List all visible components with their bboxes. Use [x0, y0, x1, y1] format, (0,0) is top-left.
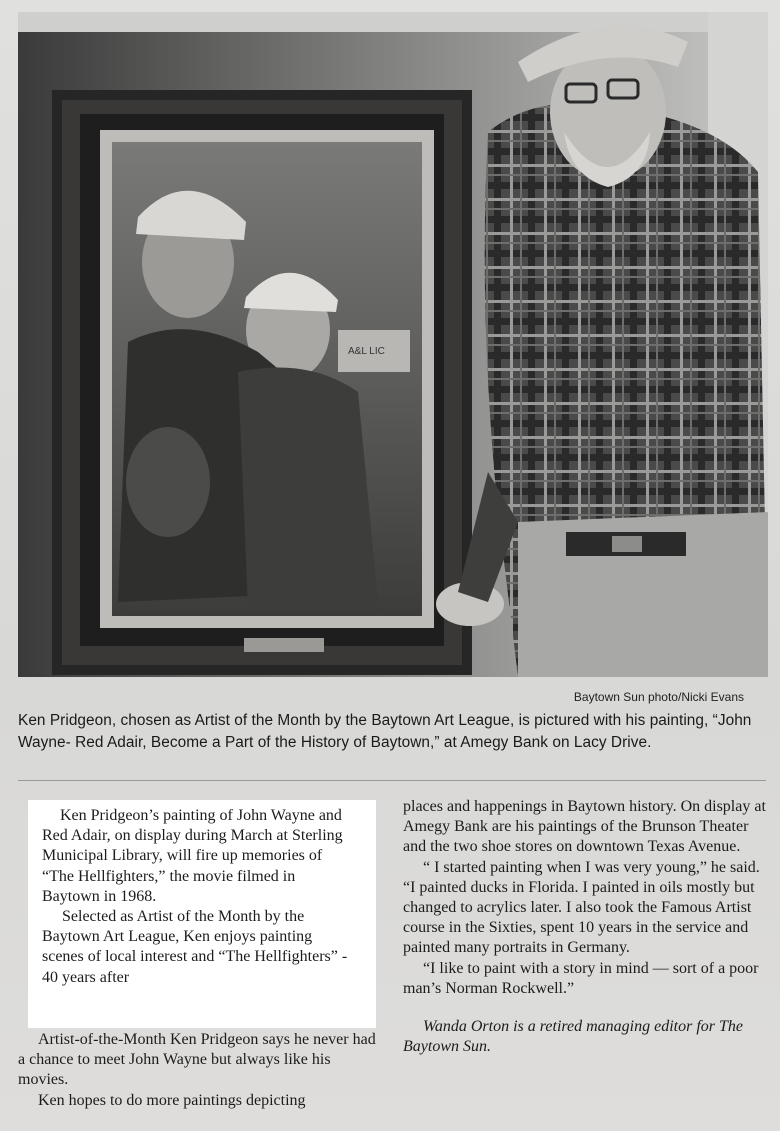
- article-left-bottom: [18, 1030, 378, 1111]
- article-left-top: [42, 806, 352, 988]
- paragraph: Ken hopes to do more paintings depicting: [38, 1091, 306, 1109]
- photo-credit: Baytown Sun photo/Nicki Evans: [573, 690, 744, 704]
- article-right-column: [403, 797, 768, 1057]
- painting-sign-text: A&L LIC: [348, 346, 385, 357]
- paragraph: Selected as Artist of the Month by the Baytown Art League, Ken enjoys painting scenes of local interest and “The Hellfighters” - 40 years after: [42, 908, 348, 986]
- news-photo: [18, 12, 768, 677]
- author-signature: Wanda Orton is a retired managing editor for The Baytown Sun.: [403, 1018, 744, 1056]
- divider: [18, 780, 766, 781]
- paragraph: “ I started painting when I was very young,” he said. “I painted ducks in Florida. I painted in oils mostly but changed to acrylics later. I also took the Famous Artist course in the Sixties, spent 10 years in the service and painted many portraits in Germany.: [403, 858, 760, 957]
- paragraph: places and happenings in Baytown history. On display at Amegy Bank are his paintings of the Brunson Theater and the two shoe stores on downtown Texas Avenue.: [403, 798, 766, 856]
- paragraph: Artist-of-the-Month Ken Pridgeon says he never had a chance to meet John Wayne but always like his movies.: [18, 1031, 376, 1089]
- paragraph: “I like to paint with a story in mind — sort of a poor man’s Norman Rockwell.”: [403, 959, 759, 997]
- paragraph: Ken Pridgeon’s painting of John Wayne and Red Adair, on display during March at Sterling Municipal Library, will fire up memories of “The Hellfighters,” the movie filmed in Baytown in 1968.: [42, 807, 343, 905]
- photo-caption: Ken Pridgeon, chosen as Artist of the Month by the Baytown Art League, is pictured with his painting, “John Wayne- Red Adair, Become a Part of the History of Baytown,” at Amegy Bank on Lacy Drive.: [18, 712, 752, 751]
